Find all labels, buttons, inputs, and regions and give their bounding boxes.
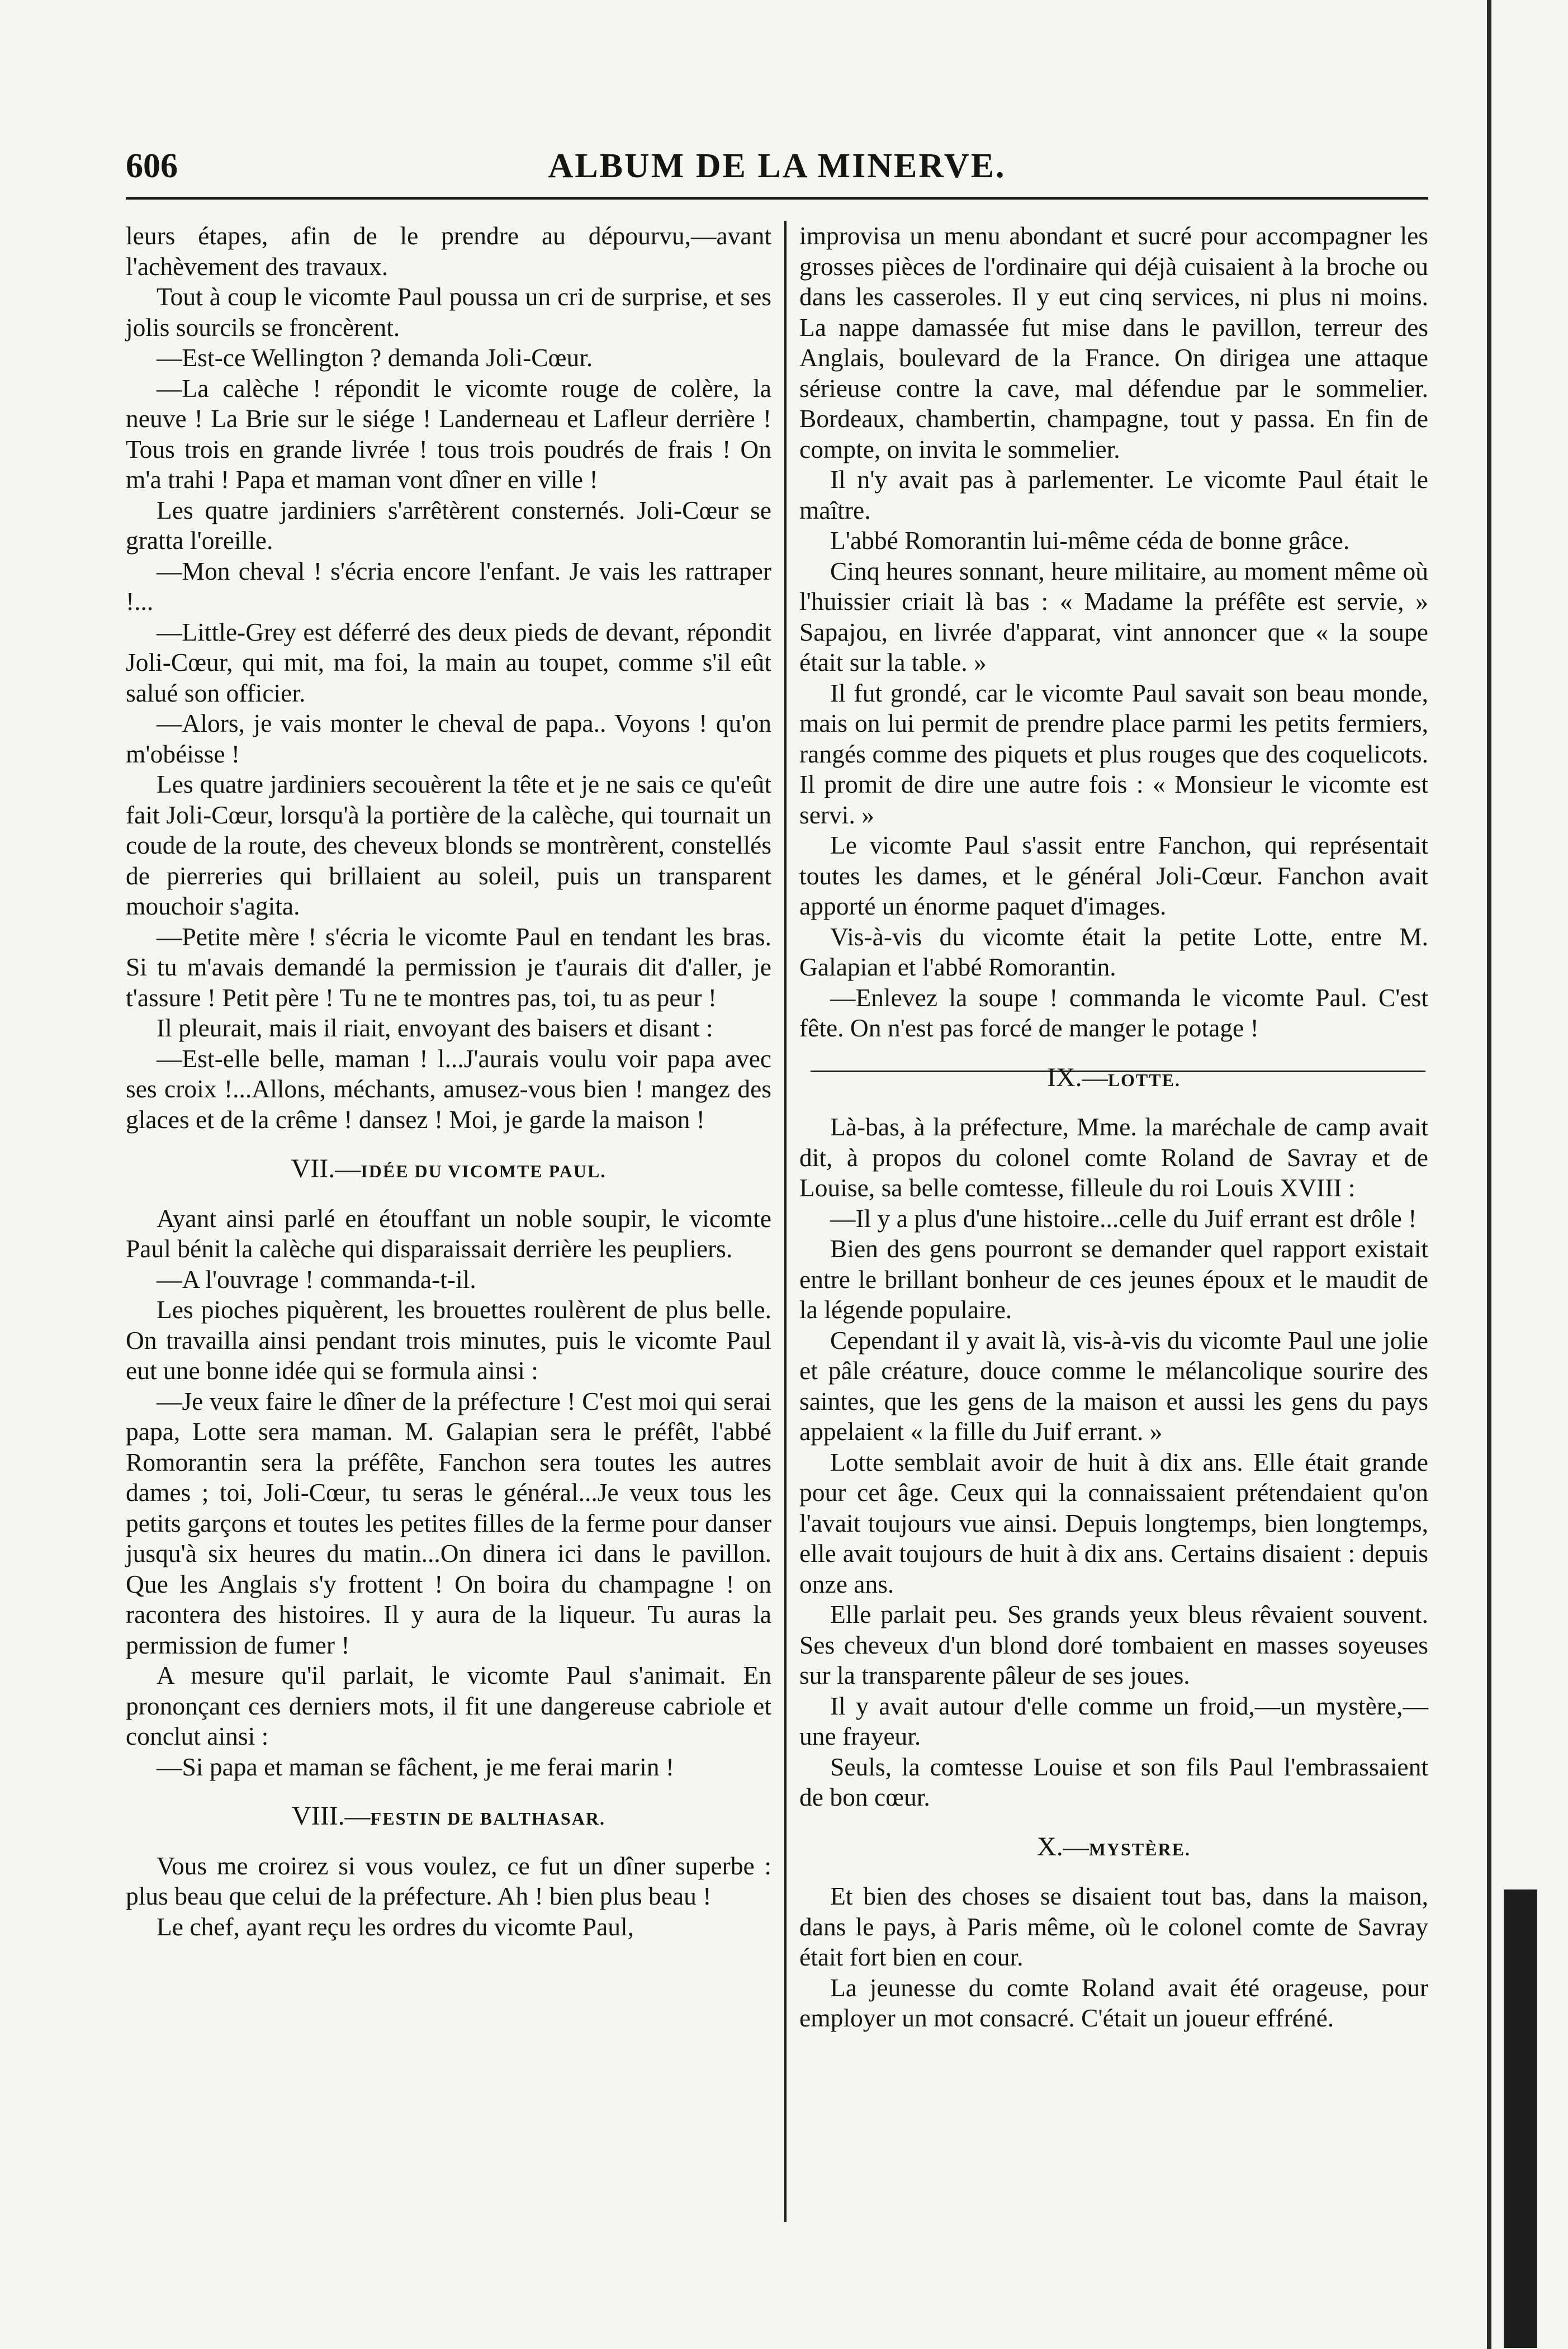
left-column (126, 221, 771, 1942)
section-number: X. (1037, 1831, 1063, 1862)
paragraph: —Petite mère ! s'écria le vicomte Paul en tendant les bras. Si tu m'avais demandé la permission je t'aurais dit d'aller, je t'assure ! Petit père ! Tu ne te montres pas, toi, tu as peur ! (126, 922, 771, 1012)
page-header (126, 146, 1428, 191)
column-divider (784, 221, 787, 2222)
header-rule (126, 197, 1428, 200)
page-number: 606 (126, 147, 178, 185)
section-heading (799, 1832, 1428, 1865)
paragraph: Les quatre jardiniers secouèrent la tête et je ne sais ce qu'eût fait Joli-Cœur, lorsqu'à la portière de la calèche, qui tournait un coude de la route, des cheveux blonds se montrèrent, constellés de pierreries qui brillaient au soleil, puis un transparent mouchoir s'agita. (126, 770, 771, 920)
section-title: MYSTÈRE. (1088, 1839, 1191, 1859)
page-title: ALBUM DE LA MINERVE. (548, 147, 1006, 185)
section-title: FESTIN DE BALTHASAR. (370, 1808, 605, 1829)
paragraph: La jeunesse du comte Roland avait été orageuse, pour employer un mot consacré. C'était un joueur effréné. (799, 1973, 1428, 2032)
paragraph: Cinq heures sonnant, heure militaire, au moment même où l'huissier criait là bas : « Madame la préfête est servie, » Sapajou, en livrée d'apparat, vint annoncer que « la soupe était sur la table. » (799, 556, 1428, 676)
section-dash: — (1082, 1063, 1108, 1092)
paragraph: Vous me croirez si vous voulez, ce fut un dîner superbe : plus beau que celui de la préfecture. Ah ! bien plus beau ! (126, 1851, 771, 1910)
paragraph: Et bien des choses se disaient tout bas, dans la maison, dans le pays, à Paris même, où le colonel comte de Savray était fort bien en cour. (799, 1882, 1428, 1971)
paragraph: Il y avait autour d'elle comme un froid,—un mystère,—une frayeur. (799, 1691, 1428, 1750)
paragraph: Le vicomte Paul s'assit entre Fanchon, qui représentait toutes les dames, et le général Joli-Cœur. Fanchon avait apporté un énorme paquet d'images. (799, 831, 1428, 920)
paragraph: Ayant ainsi parlé en étouffant un noble soupir, le vicomte Paul bénit la calèche qui disparaissait derrière les peupliers. (126, 1204, 771, 1263)
paragraph: Le chef, ayant reçu les ordres du vicomte Paul, (157, 1912, 634, 1941)
section-dash: — (344, 1802, 371, 1830)
section-number: IX. (1047, 1062, 1082, 1092)
section-heading (126, 1801, 771, 1834)
right-column (799, 221, 1428, 2034)
section-number: VII. (291, 1154, 335, 1183)
paragraph: —Je veux faire le dîner de la préfecture ! C'est moi qui serai papa, Lotte sera maman. M. Galapian sera le préfêt, l'abbé Romorantin sera la préfête, Fanchon sera toutes les autres dames ; toi, Joli-Cœur, tu seras le général...Je veux tous les petits garçons et toutes les petites filles de la ferme pour danser jusqu'à six heures du matin...On dinera ici dans le pavillon. Que les Anglais s'y frottent ! On boira du champagne ! on racontera des histoires. Il y aura de la liqueur. Tu auras la permission de fumer ! (126, 1386, 771, 1659)
paragraph: —Est-ce Wellington ? demanda Joli-Cœur. (157, 343, 593, 372)
section-title: IDÉE DU VICOMTE PAUL. (361, 1161, 607, 1181)
paragraph: Bien des gens pourront se demander quel rapport existait entre le brillant bonheur de ces jeunes époux et le maudit de la légende populaire. (799, 1234, 1428, 1324)
paragraph: Elle parlait peu. Ses grands yeux bleus rêvaient souvent. Ses cheveux d'un blond doré tombaient en masses soyeuses sur la transparente pâleur de ses joues. (799, 1600, 1428, 1689)
scan-edge (1487, 0, 1491, 2349)
paragraph: L'abbé Romorantin lui-même céda de bonne grâce. (830, 526, 1350, 555)
paragraph: Lotte semblait avoir de huit à dix ans. Elle était grande pour cet âge. Ceux qui la connaissaient prétendaient qu'on l'avait toujours vue ainsi. Depuis longtemps, bien longtemps, elle avait toujours de huit à dix ans. Certains disaient : depuis onze ans. (799, 1447, 1428, 1598)
paragraph: Seuls, la comtesse Louise et son fils Paul l'embrassaient de bon cœur. (799, 1752, 1428, 1811)
paragraph: —Si papa et maman se fâchent, je me ferai marin ! (157, 1752, 675, 1781)
paragraph: —Little-Grey est déferré des deux pieds de devant, répondit Joli-Cœur, qui mit, ma foi, la main au toupet, comme s'il eût salué son officier. (126, 617, 771, 707)
paragraph: —Enlevez la soupe ! commanda le vicomte Paul. C'est fête. On n'est pas forcé de manger le potage ! (799, 983, 1428, 1042)
paragraph: —Il y a plus d'une histoire...celle du Juif errant est drôle ! (830, 1204, 1417, 1233)
section-heading (126, 1154, 771, 1187)
paragraph: improvisa un menu abondant et sucré pour accompagner les grosses pièces de l'ordinaire qui déjà cuisaient à la broche ou dans les casseroles. Il y eut cinq services, ni plus ni moins. La nappe damassée fut mise dans le pavillon, terreur des Anglais, boulevard de la France. On dirigea une attaque sérieuse contre la cave, mal défendue par le sommelier. Bordeaux, chambertin, champagne, tout y passa. En fin de compte, on invita le sommelier. (799, 221, 1428, 463)
scan-edge-shadow (1504, 1889, 1537, 2348)
paragraph: —Alors, je vais monter le cheval de papa.. Voyons ! qu'on m'obéisse ! (126, 709, 771, 768)
section-heading (799, 1063, 1428, 1096)
paragraph: Vis-à-vis du vicomte était la petite Lotte, entre M. Galapian et l'abbé Romorantin. (799, 922, 1428, 981)
section-dash: — (1063, 1832, 1089, 1861)
section-title: LOTTE. (1107, 1069, 1181, 1090)
paragraph: leurs étapes, afin de le prendre au dépourvu,—avant l'achèvement des travaux. (126, 221, 771, 281)
paragraph: —A l'ouvrage ! commanda-t-il. (157, 1265, 476, 1294)
paragraph: Cependant il y avait là, vis-à-vis du vicomte Paul une jolie et pâle créature, douce comme le mélancolique sourire des saintes, que les gens de la maison et aussi les gens du pays appelaient « la fille du Juif errant. » (799, 1325, 1428, 1446)
paragraph: —La calèche ! répondit le vicomte rouge de colère, la neuve ! La Brie sur le siége ! Landerneau et Lafleur derrière ! Tous trois en grande livrée ! tous trois poudrés de frais ! On m'a trahi ! Papa et maman vont dîner en ville ! (126, 373, 771, 494)
paragraph: Les pioches piquèrent, les brouettes roulèrent de plus belle. On travailla ainsi pendant trois minutes, puis le vicomte Paul eut une bonne idée qui se formula ainsi : (126, 1295, 771, 1385)
paragraph: Là-bas, à la préfecture, Mme. la maréchale de camp avait dit, à propos du colonel comte Roland de Savray et de Louise, sa belle comtesse, filleule du roi Louis XVIII : (799, 1112, 1428, 1202)
section-dash: — (335, 1154, 361, 1183)
paragraph: Il n'y avait pas à parlementer. Le vicomte Paul était le maître. (799, 465, 1428, 524)
paragraph: —Mon cheval ! s'écria encore l'enfant. Je vais les rattraper !... (126, 556, 771, 615)
paragraph: Les quatre jardiniers s'arrêtèrent consternés. Joli-Cœur se gratta l'oreille. (126, 495, 771, 555)
paragraph: A mesure qu'il parlait, le vicomte Paul s'animait. En prononçant ces derniers mots, il fit une dangereuse cabriole et conclut ainsi : (126, 1661, 771, 1750)
paragraph: Il fut grondé, car le vicomte Paul savait son beau monde, mais on lui permit de prendre place parmi les petits fermiers, rangés comme des piquets et plus rouges que des coquelicots. Il promit de dire une autre fois : « Monsieur le vicomte est servi. » (799, 678, 1428, 829)
section-number: VIII. (292, 1801, 345, 1831)
paragraph: —Est-elle belle, maman ! l...J'aurais voulu voir papa avec ses croix !...Allons, méchants, amusez-vous bien ! mangez des glaces et de la crême ! dansez ! Moi, je garde la maison ! (126, 1044, 771, 1134)
paragraph: Tout à coup le vicomte Paul poussa un cri de surprise, et ses jolis sourcils se froncèrent. (126, 282, 771, 342)
paragraph: Il pleurait, mais il riait, envoyant des baisers et disant : (157, 1014, 713, 1042)
